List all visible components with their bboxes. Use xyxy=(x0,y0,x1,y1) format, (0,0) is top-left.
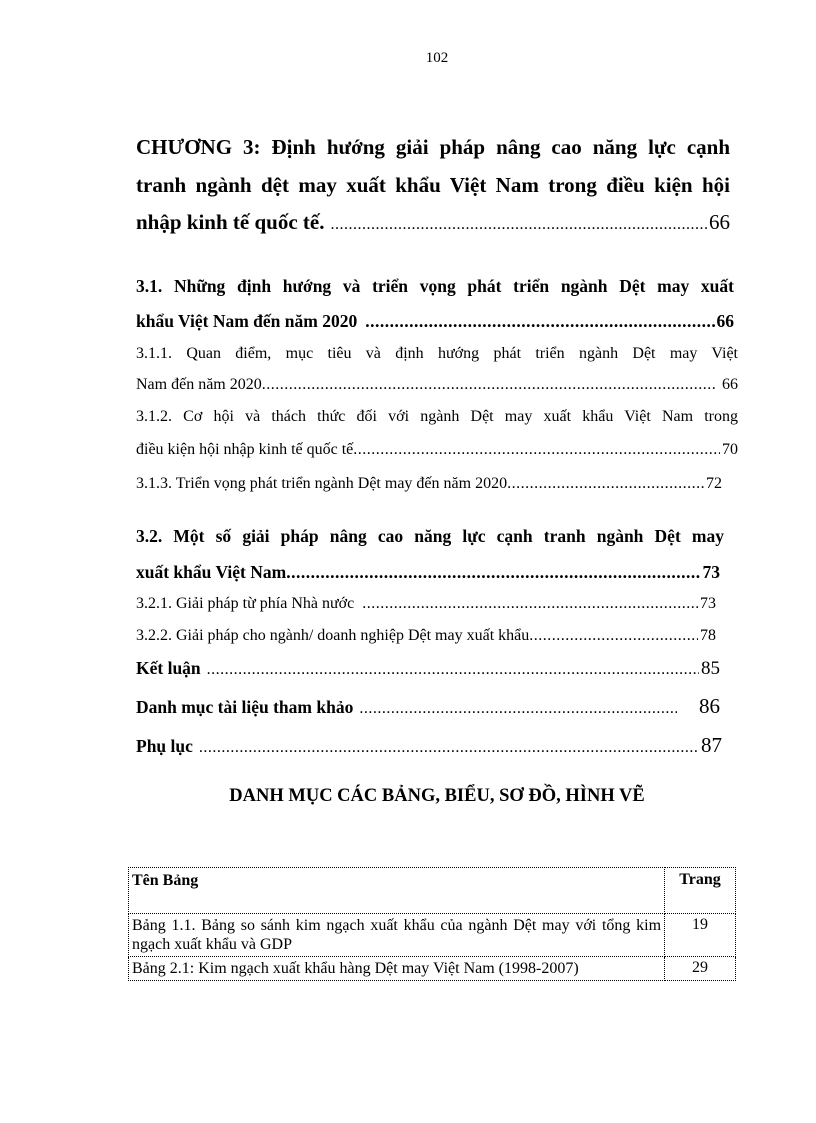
chapter-title-line-2: tranh ngành dệt may xuất khẩu Việt Nam trong điều kiện hội xyxy=(136,173,730,197)
chapter-title-line-1: CHƯƠNG 3: Định hướng giải pháp nâng cao năng lực cạnh xyxy=(136,135,730,159)
leader-dots xyxy=(353,441,720,459)
references-page: 86 xyxy=(699,694,720,718)
tables-list xyxy=(128,867,736,981)
appendix-page: 87 xyxy=(701,733,722,757)
item-3-1-1-page: 66 xyxy=(722,376,738,393)
item-3-1-3[interactable] xyxy=(136,475,722,493)
table-row-page: 19 xyxy=(665,914,736,957)
table-row-page: 29 xyxy=(665,957,736,981)
table-header-name: Tên Bảng xyxy=(129,868,665,914)
item-3-1-1-line-1: 3.1.1. Quan điểm, mục tiêu và định hướng phát triển ngành Dệt may Việt xyxy=(136,345,738,362)
section-3-2-line-1: 3.2. Một số giải pháp nâng cao năng lực cạnh tranh ngành Dệt may xyxy=(136,526,724,546)
item-3-1-1-text: Nam đến năm 2020 xyxy=(136,376,262,393)
table-header-row xyxy=(129,868,736,914)
table-row[interactable] xyxy=(129,957,736,981)
chapter-title-text: nhập kinh tế quốc tế. xyxy=(136,210,325,234)
item-3-1-2-line-2[interactable] xyxy=(136,441,738,459)
item-3-1-2-text: điều kiện hội nhập kinh tế quốc tế xyxy=(136,441,354,458)
item-3-2-1-text: 3.2.1. Giải pháp từ phía Nhà nước xyxy=(136,595,355,612)
leader-dots xyxy=(353,700,677,718)
conclusion-entry[interactable] xyxy=(136,658,720,680)
section-3-1-page: 66 xyxy=(716,311,734,331)
table-row-name: Bảng 1.1. Bảng so sánh kim ngạch xuất khẩu của ngành Dệt may với tổng kim ngạch xuất khẩu và GDP xyxy=(129,914,665,957)
item-3-1-3-text: 3.1.3. Triển vọng phát triển ngành Dệt may đến năm 2020 xyxy=(136,475,508,492)
chapter-page: 66 xyxy=(709,210,730,234)
leader-dots xyxy=(324,216,707,234)
page-number: 102 xyxy=(425,50,449,66)
item-3-2-2-page: 78 xyxy=(700,627,716,644)
appendix-entry[interactable] xyxy=(136,733,722,758)
item-3-2-2-text: 3.2.2. Giải pháp cho ngành/ doanh nghiệp Dệt may xuất khẩu xyxy=(136,627,530,644)
references-label: Danh mục tài liệu tham khảo xyxy=(136,697,354,717)
section-3-2-line-2[interactable] xyxy=(136,562,720,583)
conclusion-label: Kết luận xyxy=(136,658,201,678)
item-3-1-1-line-2[interactable] xyxy=(136,376,738,394)
leader-dots xyxy=(262,376,716,394)
leader-dots xyxy=(193,739,699,757)
leader-dots xyxy=(357,311,714,332)
leader-dots xyxy=(507,475,704,493)
section-3-2-text: xuất khẩu Việt Nam xyxy=(136,562,287,582)
item-3-2-1-page: 73 xyxy=(700,595,716,612)
table-header-page: Trang xyxy=(665,868,736,914)
list-of-tables-title: DANH MỤC CÁC BẢNG, BIỂU, SƠ ĐỒ, HÌNH VẼ xyxy=(229,786,645,806)
leader-dots xyxy=(286,562,700,583)
leader-dots xyxy=(529,627,698,645)
chapter-title-line-3[interactable] xyxy=(136,210,730,235)
item-3-1-2-line-1: 3.1.2. Cơ hội và thách thức đối với ngành Dệt may xuất khẩu Việt Nam trong xyxy=(136,408,738,425)
section-3-2-page: 73 xyxy=(702,562,720,582)
section-3-1-text: khẩu Việt Nam đến năm 2020 xyxy=(136,311,358,331)
references-entry[interactable] xyxy=(136,694,720,719)
leader-dots xyxy=(201,661,699,679)
section-3-1-line-2[interactable] xyxy=(136,311,734,332)
section-3-1-line-1: 3.1. Những định hướng và triển vọng phát triển ngành Dệt may xuất xyxy=(136,276,734,296)
appendix-label: Phụ lục xyxy=(136,736,193,756)
table-row-name: Bảng 2.1: Kim ngạch xuất khẩu hàng Dệt may Việt Nam (1998-2007) xyxy=(129,957,665,981)
leader-dots xyxy=(354,595,698,613)
item-3-2-2[interactable] xyxy=(136,627,716,645)
item-3-2-1[interactable] xyxy=(136,595,716,613)
item-3-1-2-page: 70 xyxy=(722,441,738,458)
conclusion-page: 85 xyxy=(701,658,720,679)
item-3-1-3-page: 72 xyxy=(706,475,722,492)
table-row[interactable] xyxy=(129,914,736,957)
